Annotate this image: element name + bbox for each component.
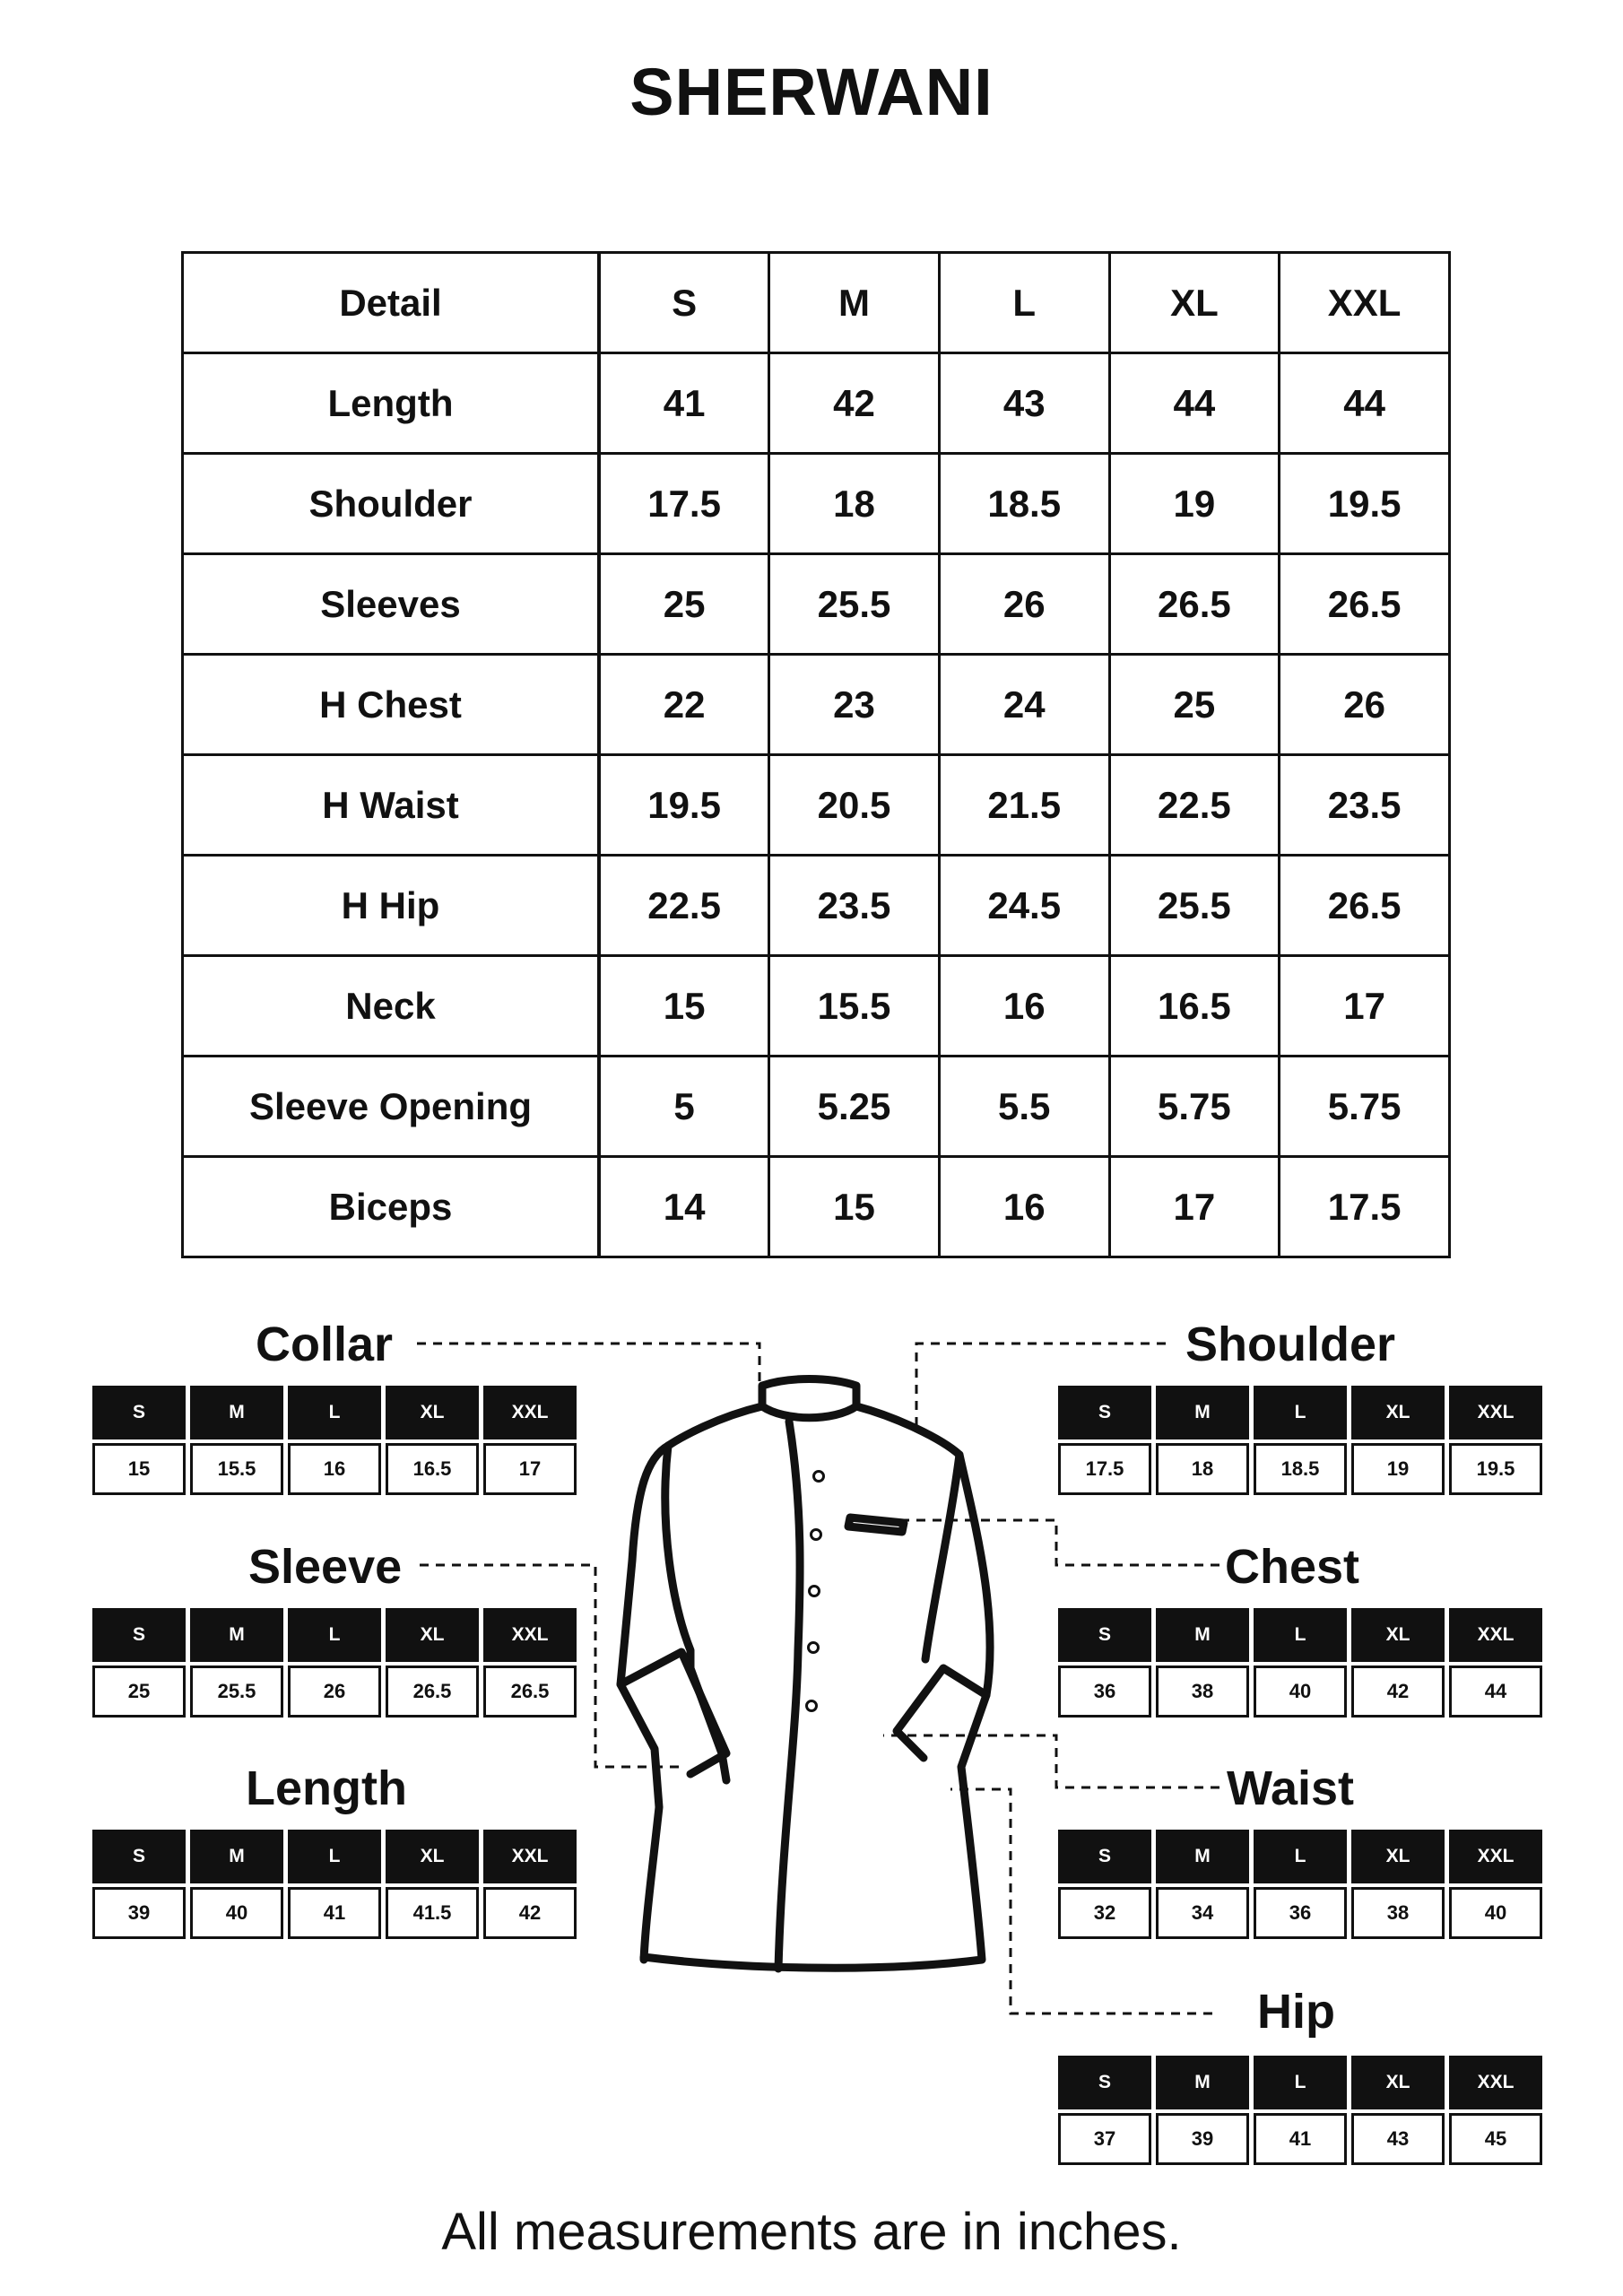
- collar-size-cell: [190, 1386, 283, 1495]
- size-value: 40: [1254, 1665, 1347, 1718]
- collar: [762, 1379, 856, 1418]
- size-header: XXL: [1449, 1830, 1542, 1883]
- measurement-note: All measurements are in inches.: [441, 2203, 1182, 2261]
- waist-size-cell: [1254, 1830, 1347, 1939]
- size-value: 41: [1254, 2113, 1347, 2165]
- size-header: S: [1058, 1608, 1151, 1662]
- chest-size-cell: [1156, 1608, 1249, 1718]
- size-header: XXL: [483, 1386, 577, 1439]
- table-cell: 24.5: [939, 856, 1109, 956]
- collar-size-cell: [288, 1386, 381, 1495]
- size-value: 41: [288, 1887, 381, 1939]
- size-header: L: [288, 1386, 381, 1439]
- size-header: L: [288, 1608, 381, 1662]
- size-value: 26.5: [483, 1665, 577, 1718]
- table-cell: 22.5: [599, 856, 769, 956]
- row-label: Neck: [183, 956, 600, 1057]
- size-value: 17.5: [1058, 1443, 1151, 1495]
- shoulder-grid: [1058, 1386, 1542, 1495]
- table-cell: 25: [1109, 655, 1280, 755]
- row-label: H Hip: [183, 856, 600, 956]
- size-value: 15: [92, 1443, 186, 1495]
- size-header: XXL: [1449, 1386, 1542, 1439]
- waist-size-cell: [1351, 1830, 1445, 1939]
- size-header: S: [1058, 1386, 1151, 1439]
- length-size-cell: [190, 1830, 283, 1939]
- table-cell: 17.5: [599, 454, 769, 554]
- column-header: Detail: [183, 253, 600, 353]
- table-cell: 19.5: [599, 755, 769, 856]
- table-cell: 22: [599, 655, 769, 755]
- waist-grid: [1058, 1830, 1542, 1939]
- waist-leader: [883, 1735, 1219, 1787]
- size-header: L: [1254, 1830, 1347, 1883]
- size-header: L: [1254, 1608, 1347, 1662]
- table-cell: 14: [599, 1157, 769, 1257]
- sleeve-size-cell: [190, 1608, 283, 1718]
- size-value: 36: [1254, 1887, 1347, 1939]
- shoulder-size-cell: [1449, 1386, 1542, 1495]
- size-value: 37: [1058, 2113, 1151, 2165]
- size-value: 17: [483, 1443, 577, 1495]
- table-cell: 25: [599, 554, 769, 655]
- size-header: M: [1156, 2056, 1249, 2109]
- hip-size-cell: [1254, 2056, 1347, 2165]
- table-cell: 5.25: [769, 1057, 940, 1157]
- shoulder-label: Shoulder: [1185, 1318, 1396, 1371]
- table-cell: 5.75: [1280, 1057, 1450, 1157]
- size-value: 39: [1156, 2113, 1249, 2165]
- hip-size-cell: [1058, 2056, 1151, 2165]
- size-value: 26.5: [386, 1665, 479, 1718]
- length-size-cell: [483, 1830, 577, 1939]
- table-cell: 23.5: [1280, 755, 1450, 856]
- waist-label: Waist: [1227, 1761, 1355, 1815]
- column-header: XXL: [1280, 253, 1450, 353]
- row-label: Length: [183, 353, 600, 454]
- size-header: XL: [1351, 1608, 1445, 1662]
- table-cell: 22.5: [1109, 755, 1280, 856]
- size-value: 45: [1449, 2113, 1542, 2165]
- table-cell: 15.5: [769, 956, 940, 1057]
- placket: [778, 1422, 800, 1969]
- table-cell: 21.5: [939, 755, 1109, 856]
- size-value: 42: [1351, 1665, 1445, 1718]
- size-header: S: [92, 1830, 186, 1883]
- table-cell: 5.5: [939, 1057, 1109, 1157]
- collar-leader: [417, 1344, 759, 1386]
- size-value: 34: [1156, 1887, 1249, 1939]
- hip-size-cell: [1351, 2056, 1445, 2165]
- hip-label: Hip: [1257, 1985, 1335, 2039]
- row-label: Shoulder: [183, 454, 600, 554]
- collar-label: Collar: [256, 1318, 394, 1371]
- button: [812, 1530, 821, 1540]
- size-header: S: [1058, 1830, 1151, 1883]
- shoulder-size-cell: [1058, 1386, 1151, 1495]
- table-cell: 43: [939, 353, 1109, 454]
- table-cell: 42: [769, 353, 940, 454]
- length-size-cell: [92, 1830, 186, 1939]
- hip-size-cell: [1449, 2056, 1542, 2165]
- size-value: 18.5: [1254, 1443, 1347, 1495]
- size-header: XL: [386, 1830, 479, 1883]
- button: [809, 1643, 819, 1653]
- row-label: Biceps: [183, 1157, 600, 1257]
- table-cell: 5.75: [1109, 1057, 1280, 1157]
- size-value: 26: [288, 1665, 381, 1718]
- button: [810, 1587, 820, 1596]
- length-label: Length: [246, 1761, 407, 1815]
- size-header: XXL: [483, 1830, 577, 1883]
- size-value: 16.5: [386, 1443, 479, 1495]
- waist-size-cell: [1449, 1830, 1542, 1939]
- size-value: 19.5: [1449, 1443, 1542, 1495]
- size-header: S: [1058, 2056, 1151, 2109]
- size-header: XXL: [1449, 2056, 1542, 2109]
- row-label: Sleeve Opening: [183, 1057, 600, 1157]
- size-header: M: [1156, 1608, 1249, 1662]
- waist-size-cell: [1156, 1830, 1249, 1939]
- size-header: M: [190, 1830, 283, 1883]
- table-cell: 17.5: [1280, 1157, 1450, 1257]
- size-value: 44: [1449, 1665, 1542, 1718]
- size-header: XL: [386, 1386, 479, 1439]
- table-cell: 19.5: [1280, 454, 1450, 554]
- size-value: 38: [1351, 1887, 1445, 1939]
- size-header: XXL: [483, 1608, 577, 1662]
- chest-size-cell: [1058, 1608, 1151, 1718]
- row-label: H Waist: [183, 755, 600, 856]
- size-value: 43: [1351, 2113, 1445, 2165]
- size-header: L: [1254, 2056, 1347, 2109]
- size-value: 36: [1058, 1665, 1151, 1718]
- size-header: M: [190, 1608, 283, 1662]
- table-cell: 19: [1109, 454, 1280, 554]
- column-header: M: [769, 253, 940, 353]
- size-header: M: [1156, 1386, 1249, 1439]
- table-cell: 26.5: [1280, 856, 1450, 956]
- collar-grid: [92, 1386, 577, 1495]
- button: [807, 1701, 817, 1711]
- table-cell: 25.5: [769, 554, 940, 655]
- sleeve-size-cell: [386, 1608, 479, 1718]
- collar-size-cell: [92, 1386, 186, 1495]
- table-cell: 44: [1280, 353, 1450, 454]
- table-cell: 15: [769, 1157, 940, 1257]
- sleeve-size-cell: [288, 1608, 381, 1718]
- size-header: XL: [386, 1608, 479, 1662]
- size-header: XL: [1351, 1830, 1445, 1883]
- length-size-cell: [386, 1830, 479, 1939]
- chest-label: Chest: [1225, 1540, 1360, 1594]
- size-header: L: [288, 1830, 381, 1883]
- hip-grid: [1058, 2056, 1542, 2165]
- waist-size-cell: [1058, 1830, 1151, 1939]
- size-value: 32: [1058, 1887, 1151, 1939]
- table-cell: 26.5: [1109, 554, 1280, 655]
- size-value: 19: [1351, 1443, 1445, 1495]
- shoulder-size-cell: [1254, 1386, 1347, 1495]
- size-value: 16: [288, 1443, 381, 1495]
- sleeve-size-cell: [483, 1608, 577, 1718]
- hip-size-cell: [1156, 2056, 1249, 2165]
- table-cell: 17: [1109, 1157, 1280, 1257]
- shoulder-size-cell: [1156, 1386, 1249, 1495]
- button: [814, 1472, 824, 1482]
- collar-size-cell: [483, 1386, 577, 1495]
- size-header: S: [92, 1386, 186, 1439]
- size-value: 40: [190, 1887, 283, 1939]
- size-value: 40: [1449, 1887, 1542, 1939]
- size-header: XL: [1351, 1386, 1445, 1439]
- table-cell: 23: [769, 655, 940, 755]
- table-cell: 26.5: [1280, 554, 1450, 655]
- table-cell: 20.5: [769, 755, 940, 856]
- table-cell: 18.5: [939, 454, 1109, 554]
- size-value: 42: [483, 1887, 577, 1939]
- chest-size-cell: [1254, 1608, 1347, 1718]
- column-header: S: [599, 253, 769, 353]
- size-value: 41.5: [386, 1887, 479, 1939]
- table-cell: 16: [939, 956, 1109, 1057]
- table-cell: 5: [599, 1057, 769, 1157]
- table-cell: 16: [939, 1157, 1109, 1257]
- sleeve-label: Sleeve: [248, 1540, 403, 1594]
- pocket: [848, 1518, 904, 1532]
- table-cell: 17: [1280, 956, 1450, 1057]
- size-value: 38: [1156, 1665, 1249, 1718]
- table-cell: 26: [939, 554, 1109, 655]
- size-value: 18: [1156, 1443, 1249, 1495]
- size-header: M: [190, 1386, 283, 1439]
- table-cell: 26: [1280, 655, 1450, 755]
- sleeve-grid: [92, 1608, 577, 1718]
- table-cell: 24: [939, 655, 1109, 755]
- size-header: L: [1254, 1386, 1347, 1439]
- table-cell: 23.5: [769, 856, 940, 956]
- right-sleeve: [925, 1455, 959, 1659]
- chest-size-cell: [1449, 1608, 1542, 1718]
- column-header: XL: [1109, 253, 1280, 353]
- table-cell: 25.5: [1109, 856, 1280, 956]
- size-value: 15.5: [190, 1443, 283, 1495]
- size-header: S: [92, 1608, 186, 1662]
- size-header: M: [1156, 1830, 1249, 1883]
- collar-size-cell: [386, 1386, 479, 1495]
- table-cell: 41: [599, 353, 769, 454]
- sleeve-size-cell: [92, 1608, 186, 1718]
- shoulder-size-cell: [1351, 1386, 1445, 1495]
- length-grid: [92, 1830, 577, 1939]
- size-header: XL: [1351, 2056, 1445, 2109]
- sherwani-body: [621, 1406, 990, 1968]
- chest-size-cell: [1351, 1608, 1445, 1718]
- size-header: XXL: [1449, 1608, 1542, 1662]
- page-title: SHERWANI: [629, 55, 994, 129]
- table-cell: 44: [1109, 353, 1280, 454]
- column-header: L: [939, 253, 1109, 353]
- table-cell: 18: [769, 454, 940, 554]
- row-label: Sleeves: [183, 554, 600, 655]
- size-value: 25: [92, 1665, 186, 1718]
- table-cell: 16.5: [1109, 956, 1280, 1057]
- row-label: H Chest: [183, 655, 600, 755]
- table-cell: 15: [599, 956, 769, 1057]
- length-size-cell: [288, 1830, 381, 1939]
- size-value: 39: [92, 1887, 186, 1939]
- size-value: 25.5: [190, 1665, 283, 1718]
- chest-grid: [1058, 1608, 1542, 1718]
